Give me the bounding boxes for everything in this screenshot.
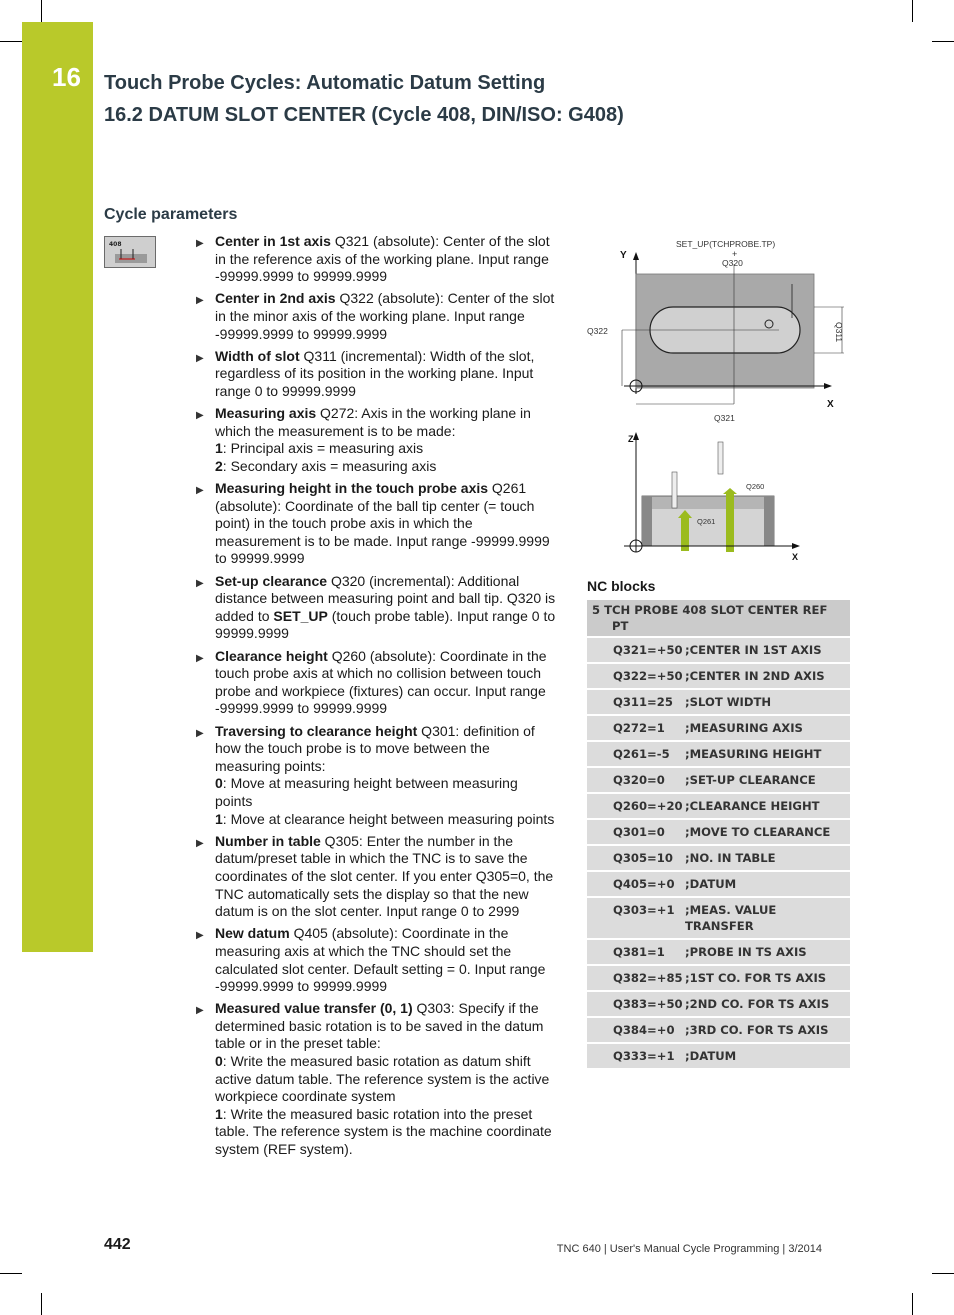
label-q261: Q261: [697, 517, 716, 526]
bullet-arrow-icon: ▶: [196, 930, 204, 942]
nc-comment: ;MEASURING HEIGHT: [685, 741, 850, 767]
bullet-arrow-icon: ▶: [196, 1005, 204, 1017]
label-q320: Q320: [722, 258, 743, 268]
nc-row: [587, 715, 850, 741]
parameter-item: [196, 1000, 558, 1158]
nc-comment: ;CENTER IN 2ND AXIS: [685, 663, 850, 689]
nc-comment: ;SLOT WIDTH: [685, 689, 850, 715]
bullet-arrow-icon: ▶: [196, 837, 204, 849]
parameter-description: Q261 (absolute): Coordinate of the ball tip center (= touch point) in the touch probe axis in which the measurement is to be made. Input range -99999.9999 to 99999.9999: [215, 480, 550, 567]
label-q311: Q311: [834, 322, 844, 343]
parameter-option: [215, 1106, 558, 1159]
nc-row: [587, 939, 850, 965]
bullet-arrow-icon: ▶: [196, 410, 204, 422]
chapter-tab: [22, 22, 93, 952]
nc-comment: ;SET-UP CLEARANCE: [685, 767, 850, 793]
option-value: 0: [215, 775, 223, 792]
parameter-description: Q303: Specify if the determined basic rotation is to be saved in the datum table or in the preset table:: [215, 1000, 544, 1052]
parameter-item: [196, 723, 558, 829]
bullet-arrow-icon: ▶: [196, 295, 204, 307]
option-text: : Principal axis = measuring axis: [222, 440, 424, 457]
nc-row: [587, 663, 850, 689]
parameter-description: (touch probe table). Input range 0 to 99999.9999: [215, 607, 556, 642]
parameter-description: Q305: Enter the number in the datum/preset table in which the TNC is to save the coordinates of the slot center. If you enter Q305=0, the TNC automatically sets the display so that the new datum is on the slot center. Input range 0 to 2999: [215, 832, 554, 920]
nc-param: Q322=+50: [587, 663, 685, 689]
footer-text: TNC 640 | User's Manual Cycle Programming | 3/2014: [556, 1243, 822, 1255]
option-value: 2: [215, 457, 223, 474]
crop-mark: [932, 1273, 954, 1274]
parameter-name: Center in 1st axis: [215, 233, 331, 249]
parameter-description: Q320 (incremental): Additional distance between measuring point and ball tip. Q320 is added to: [215, 572, 556, 624]
crop-mark: [0, 1273, 22, 1274]
nc-head-line2: PT: [612, 619, 629, 633]
nc-comment: ;DATUM: [685, 871, 850, 897]
option-value: 1: [215, 810, 223, 827]
nc-comment: ;2ND CO. FOR TS AXIS: [685, 991, 850, 1017]
parameter-name: Center in 2nd axis: [215, 290, 336, 307]
parameter-name: Traversing to clearance height: [215, 722, 418, 739]
crop-mark: [912, 0, 913, 22]
cycle-softkey-icon: [104, 236, 156, 268]
option-value: 1: [215, 440, 223, 457]
option-text: : Secondary axis = measuring axis: [222, 457, 437, 474]
bullet-arrow-icon: ▶: [196, 577, 204, 589]
parameter-item: [196, 573, 558, 643]
nc-row: [587, 991, 850, 1017]
nc-row: [587, 793, 850, 819]
nc-head-line1: 5 TCH PROBE 408 SLOT CENTER REF: [592, 603, 828, 617]
nc-param: Q382=+85: [587, 965, 685, 991]
parameter-option: [215, 440, 558, 458]
parameter-item: [196, 648, 558, 718]
nc-comment: ;PROBE IN TS AXIS: [685, 939, 850, 965]
label-plus: +: [732, 249, 738, 259]
option-text: : Write the measured basic rotation into the preset table. The reference system is the machine coordinate system (REF system).: [215, 1105, 552, 1158]
label-y: Y: [620, 250, 627, 261]
label-q260: Q260: [746, 482, 765, 491]
nc-comment: ;3RD CO. FOR TS AXIS: [685, 1017, 850, 1043]
parameter-option: [215, 458, 558, 476]
crop-mark: [41, 1293, 42, 1315]
parameter-description: Q260 (absolute): Coordinate in the touch probe axis at which no collision between touch probe and workpiece (fixtures) can occur. Input range -99999.9999 to 99999.9999: [215, 647, 547, 717]
nc-param: Q272=1: [587, 715, 685, 741]
parameter-item: [196, 925, 558, 995]
nc-param: Q405=+0: [587, 871, 685, 897]
nc-param: Q383=+50: [587, 991, 685, 1017]
parameter-option: [215, 811, 558, 829]
bullet-arrow-icon: ▶: [196, 238, 204, 249]
label-x-side: X: [792, 552, 799, 562]
parameter-name: Set-up clearance: [215, 572, 328, 589]
nc-comment: ;MOVE TO CLEARANCE: [685, 819, 850, 845]
parameter-item: [196, 480, 558, 568]
nc-comment: ;1ST CO. FOR TS AXIS: [685, 965, 850, 991]
nc-row: [587, 741, 850, 767]
parameter-item: [196, 833, 558, 921]
parameter-description: Q321 (absolute): Center of the slot in the reference axis of the working plane. Input range -99999.9999 to 99999.9999: [215, 233, 550, 285]
chapter-number: 16: [52, 62, 81, 92]
parameter-item: [196, 405, 558, 475]
nc-param: Q301=0: [587, 819, 685, 845]
parameter-name: Measuring axis: [215, 405, 317, 422]
nc-row: [587, 1017, 850, 1043]
parameter-name: Measuring height in the touch probe axis: [215, 480, 489, 497]
cycle-parameters-heading: Cycle parameters: [104, 206, 238, 223]
option-value: 1: [215, 1105, 223, 1122]
parameter-name: New datum: [215, 925, 290, 942]
label-q322: Q322: [587, 326, 608, 336]
parameter-name: Width of slot: [215, 347, 300, 364]
label-z: Z: [628, 434, 634, 444]
nc-comment: ;MEAS. VALUE TRANSFER: [685, 897, 850, 939]
nc-param: Q305=10: [587, 845, 685, 871]
crop-mark: [41, 0, 42, 22]
option-text: : Move at measuring height between measuring points: [215, 775, 518, 809]
parameter-description: Q311 (incremental): Width of the slot, regardless of its position in the working plane. Input range 0 to 99999.9999: [215, 347, 535, 399]
label-q321: Q321: [714, 413, 735, 423]
nc-param: Q320=0: [587, 767, 685, 793]
nc-row: [587, 1043, 850, 1069]
nc-param: Q311=25: [587, 689, 685, 715]
bullet-arrow-icon: ▶: [196, 652, 204, 664]
nc-blocks-table: [587, 600, 850, 1070]
nc-param: Q260=+20: [587, 793, 685, 819]
parameter-description: Q272: Axis in the working plane in which the measurement is to be made:: [215, 405, 531, 439]
nc-comment: ;DATUM: [685, 1043, 850, 1069]
parameter-description: Q301: definition of how the touch probe is to move between the measuring points:: [215, 722, 535, 774]
nc-head-row: [587, 600, 850, 637]
nc-row: [587, 819, 850, 845]
crop-mark: [912, 1293, 913, 1315]
label-x: X: [827, 399, 834, 410]
crop-mark: [0, 41, 22, 42]
parameter-name: Number in table: [215, 832, 321, 849]
nc-blocks-title: NC blocks: [587, 578, 656, 594]
parameter-item: [196, 348, 558, 401]
parameter-description: Q405 (absolute): Coordinate in the measuring axis at which the TNC should set the calculated slot center. Default setting = 0. Input range -99999.9999 to 99999.9999: [215, 925, 546, 995]
bullet-arrow-icon: ▶: [196, 485, 204, 497]
bullet-arrow-icon: ▶: [196, 352, 204, 364]
parameter-option: [215, 775, 558, 810]
nc-param: Q384=+0: [587, 1017, 685, 1043]
parameter-item: [196, 233, 558, 286]
bullet-arrow-icon: ▶: [196, 727, 204, 739]
label-setup: SET_UP(TCHPROBE.TP): [676, 239, 776, 249]
parameter-name: Measured value transfer (0, 1): [215, 1000, 413, 1017]
option-value: 0: [215, 1053, 223, 1070]
nc-row: [587, 845, 850, 871]
page-number: 442: [104, 1236, 131, 1253]
nc-comment: ;NO. IN TABLE: [685, 845, 850, 871]
parameter-option: [215, 1053, 558, 1106]
parameter-description: Q322 (absolute): Center of the slot in the minor axis of the working plane. Input range -99999.9999 to 99999.9999: [215, 290, 555, 342]
nc-param: Q261=-5: [587, 741, 685, 767]
nc-param: Q381=1: [587, 939, 685, 965]
nc-comment: ;CLEARANCE HEIGHT: [685, 793, 850, 819]
section-title: 16.2 DATUM SLOT CENTER (Cycle 408, DIN/ISO: G408): [104, 104, 624, 126]
option-text: : Move at clearance height between measuring points: [222, 810, 555, 827]
nc-comment: ;MEASURING AXIS: [685, 715, 850, 741]
chapter-title: Touch Probe Cycles: Automatic Datum Setting: [104, 72, 546, 94]
nc-param: Q303=+1: [587, 897, 685, 939]
crop-mark: [932, 41, 954, 42]
nc-row: [587, 689, 850, 715]
nc-row: [587, 897, 850, 939]
parameter-item: [196, 290, 558, 343]
nc-row: [587, 871, 850, 897]
slot-diagram: [584, 234, 850, 568]
nc-row: [587, 767, 850, 793]
nc-param: Q321=+50: [587, 637, 685, 663]
nc-comment: ;CENTER IN 1ST AXIS: [685, 637, 850, 663]
parameter-keyword: SET_UP: [273, 607, 328, 624]
nc-param: Q333=+1: [587, 1043, 685, 1069]
nc-row: [587, 965, 850, 991]
nc-row: [587, 637, 850, 663]
parameter-list: [196, 233, 558, 1163]
softkey-label: 408: [109, 241, 122, 248]
option-text: : Write the measured basic rotation as datum shift active datum table. The reference system is the active workpiece coordinate system: [215, 1053, 550, 1105]
parameter-name: Clearance height: [215, 647, 328, 664]
